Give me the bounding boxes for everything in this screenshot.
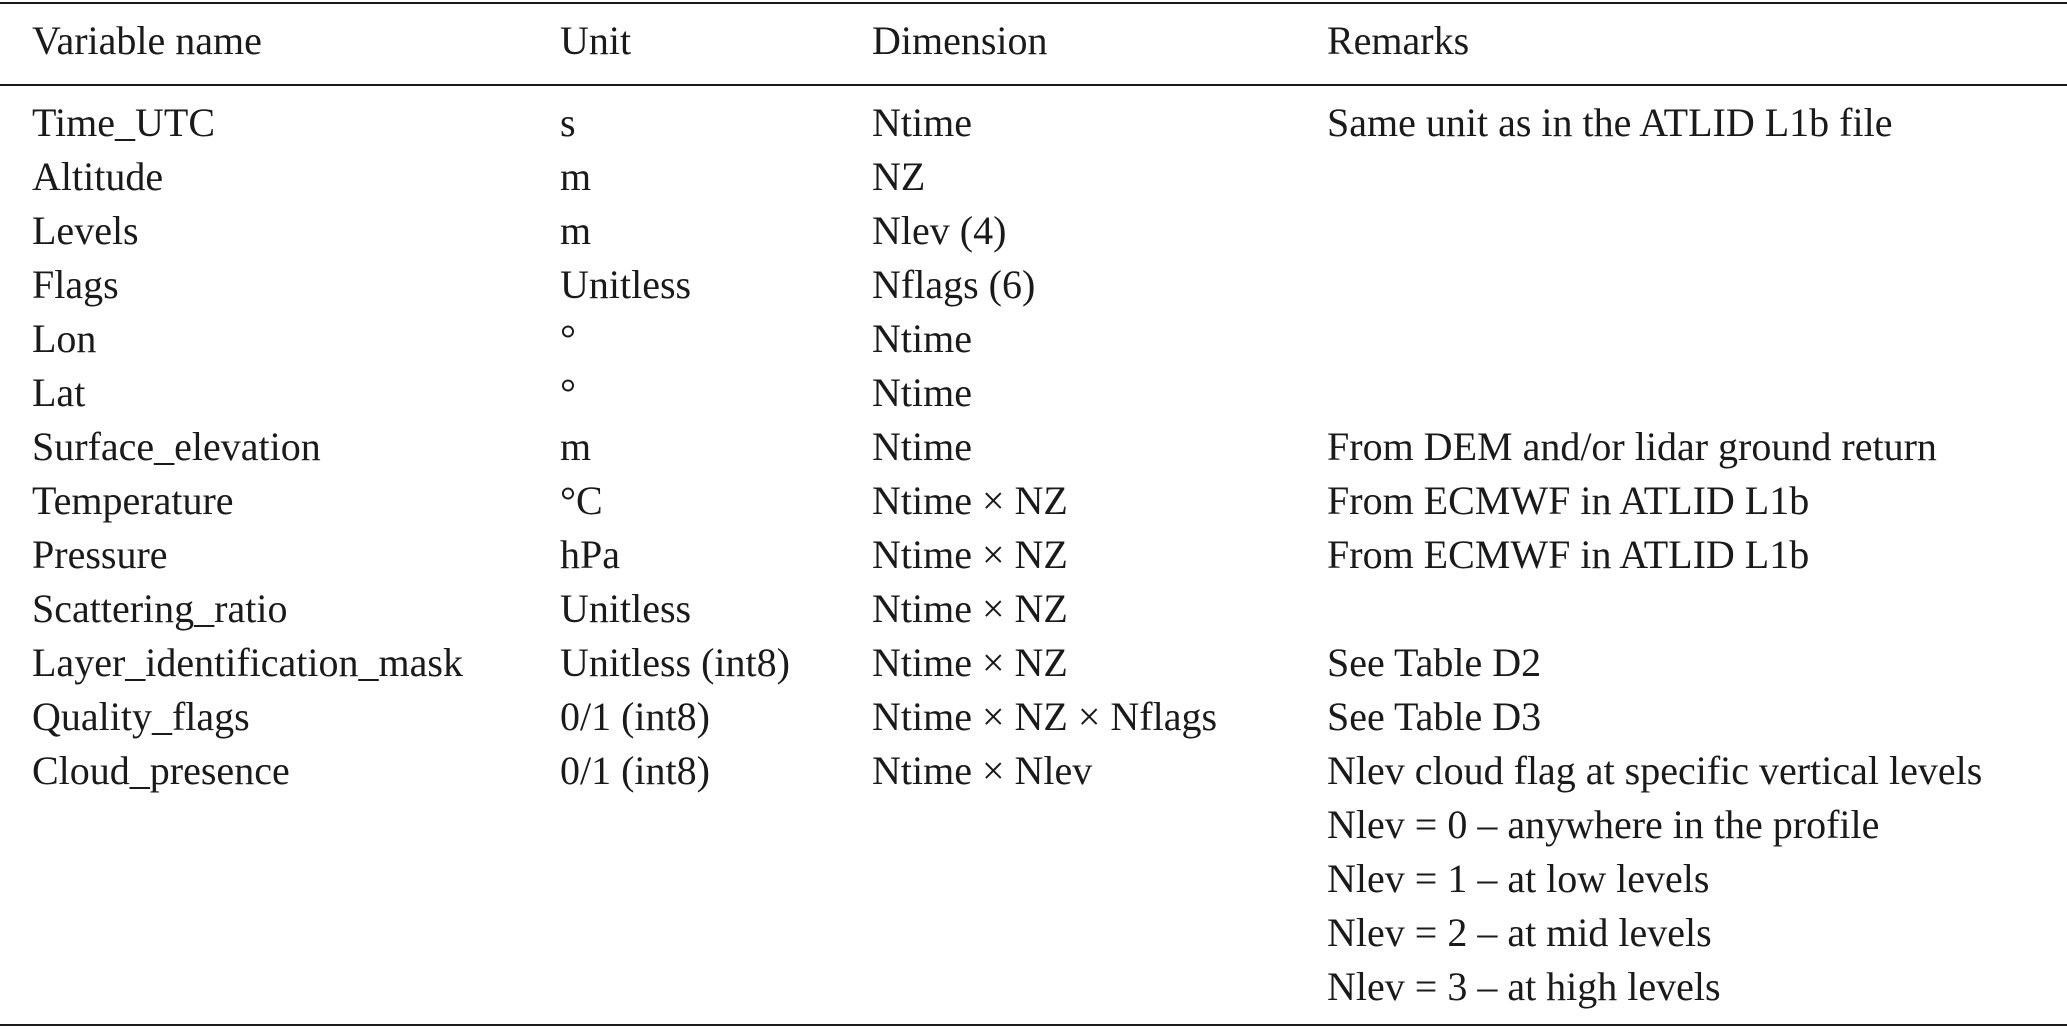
- cell-variable-name: Time_UTC: [32, 100, 216, 145]
- cell-dimension: Ntime: [872, 100, 972, 145]
- cell-variable-name: Pressure: [32, 532, 168, 577]
- cell-dimension: Ntime: [872, 316, 972, 361]
- cell-unit: hPa: [560, 532, 620, 577]
- cell-dimension: Ntime × NZ: [872, 640, 1068, 685]
- cell-remarks: [1327, 96, 1892, 150]
- cell-variable-name: Flags: [32, 262, 119, 307]
- cell-unit: m: [560, 424, 592, 469]
- cell-remarks: [1327, 474, 1809, 528]
- cell-variable-name: Surface_elevation: [32, 424, 321, 469]
- cell-variable-name: Lat: [32, 370, 86, 415]
- remark-line: Same unit as in the ATLID L1b file: [1327, 100, 1893, 145]
- table-bottom-rule: [0, 1024, 2067, 1026]
- table-row: [0, 744, 2067, 1014]
- cell-unit: Unitless (int8): [560, 640, 790, 685]
- table-row: [0, 96, 2067, 150]
- cell-remarks: [1327, 528, 1809, 582]
- table-body: [0, 96, 2067, 1014]
- cell-variable-name: Layer_identification_mask: [32, 640, 463, 685]
- cell-unit: m: [560, 208, 592, 253]
- cell-dimension: NZ: [872, 154, 926, 199]
- table-row: [0, 474, 2067, 528]
- cell-variable-name: Cloud_presence: [32, 748, 290, 793]
- remark-line: See Table D3: [1327, 694, 1542, 739]
- cell-dimension: Ntime × Nlev: [872, 748, 1093, 793]
- cell-dimension: Ntime × NZ: [872, 532, 1068, 577]
- cell-variable-name: Levels: [32, 208, 139, 253]
- cell-dimension: Ntime × NZ: [872, 478, 1068, 523]
- cell-unit: s: [560, 100, 576, 145]
- table-row: [0, 204, 2067, 258]
- cell-unit: Unitless: [560, 586, 692, 631]
- cell-unit: Unitless: [560, 262, 692, 307]
- remark-line: Nlev cloud flag at specific vertical levels: [1327, 748, 1983, 793]
- cell-dimension: Ntime × NZ × Nflags: [872, 694, 1218, 739]
- cell-unit: 0/1 (int8): [560, 694, 710, 739]
- cell-variable-name: Temperature: [32, 478, 234, 523]
- cell-dimension: Nflags (6): [872, 262, 1036, 307]
- table-row: [0, 366, 2067, 420]
- remark-line: From ECMWF in ATLID L1b: [1327, 478, 1810, 523]
- table-top-rule: [0, 2, 2067, 4]
- cell-remarks: [1327, 690, 1541, 744]
- header-variable-name: Variable name: [32, 18, 262, 63]
- remark-line: Nlev = 3 – at high levels: [1327, 964, 1721, 1009]
- cell-remarks: [1327, 636, 1541, 690]
- cell-dimension: Nlev (4): [872, 208, 1007, 253]
- cell-unit: m: [560, 154, 592, 199]
- cell-unit: °: [560, 370, 576, 415]
- cell-variable-name: Scattering_ratio: [32, 586, 288, 631]
- table-row: [0, 420, 2067, 474]
- remark-line: Nlev = 2 – at mid levels: [1327, 910, 1712, 955]
- table-row: [0, 582, 2067, 636]
- table-row: [0, 150, 2067, 204]
- remark-line: From ECMWF in ATLID L1b: [1327, 532, 1810, 577]
- cell-unit: 0/1 (int8): [560, 748, 710, 793]
- remark-line: From DEM and/or lidar ground return: [1327, 424, 1937, 469]
- cell-dimension: Ntime: [872, 424, 972, 469]
- table-header-rule: [0, 84, 2067, 86]
- table-row: [0, 312, 2067, 366]
- header-remarks: Remarks: [1327, 18, 1470, 63]
- header-dimension: Dimension: [872, 18, 1048, 63]
- table-header-row: [0, 14, 2067, 70]
- cell-remarks: [1327, 420, 1937, 474]
- table-row: [0, 690, 2067, 744]
- table-row: [0, 528, 2067, 582]
- remark-line: Nlev = 1 – at low levels: [1327, 856, 1710, 901]
- table-row: [0, 636, 2067, 690]
- remark-line: See Table D2: [1327, 640, 1542, 685]
- cell-unit: °C: [560, 478, 603, 523]
- cell-variable-name: Altitude: [32, 154, 164, 199]
- cell-dimension: Ntime × NZ: [872, 586, 1068, 631]
- cell-variable-name: Quality_flags: [32, 694, 250, 739]
- cell-dimension: Ntime: [872, 370, 972, 415]
- cell-remarks: [1327, 744, 1982, 1014]
- cell-unit: °: [560, 316, 576, 361]
- header-unit: Unit: [560, 18, 632, 63]
- remark-line: Nlev = 0 – anywhere in the profile: [1327, 802, 1880, 847]
- table-row: [0, 258, 2067, 312]
- cell-variable-name: Lon: [32, 316, 97, 361]
